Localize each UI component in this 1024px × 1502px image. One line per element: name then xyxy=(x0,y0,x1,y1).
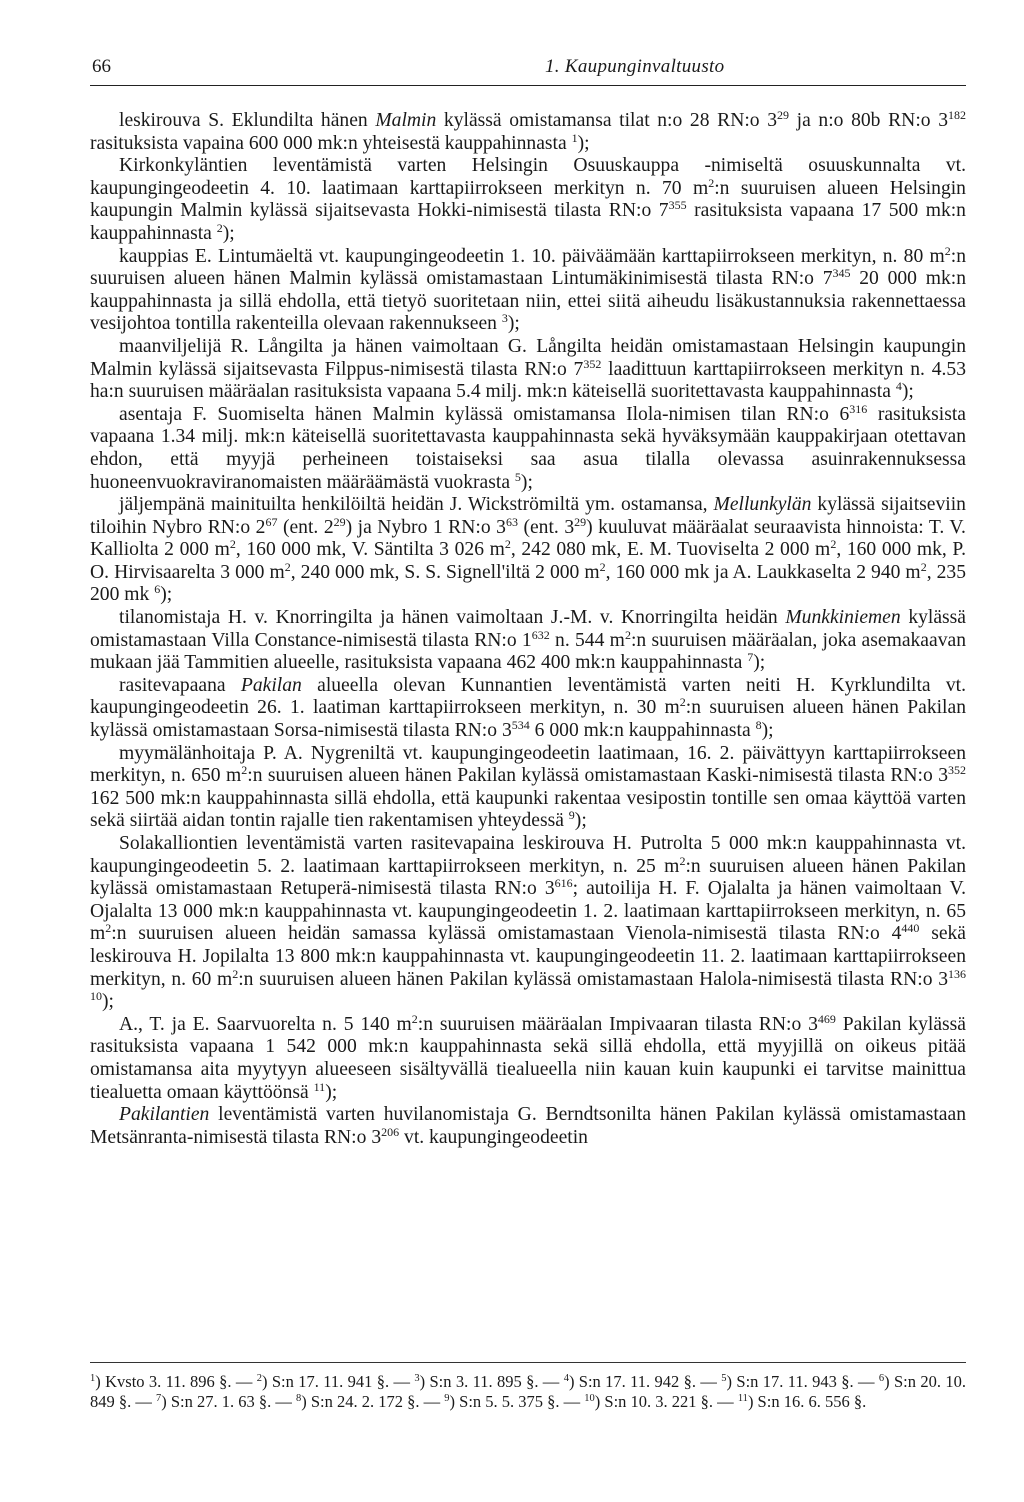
paragraph: A., T. ja E. Saarvuorelta n. 5 140 $m^2:n$ suuruisen määräalan Impivaaran tilasta RN:o $3^{469}$ Pakilan kylässä rasituksista vapaana 1 542 000 mk:n kauppahinnasta sekä sillä ehdolla, että myyjillä on oikeus pitää omistamansa aita myytyyn alueeseen sisältyvällä tiealueella niin kauan kuin kaupunki ei tarvitse mainittua tiealuetta omaan käyttöönsä $^{11}$); xyxy=(90,1011,966,1103)
paragraph: Pakilantien leventämistä varten huvilanomistaja G. Berndtsonilta hänen Pakilan kylässä omistamastaan Metsänranta-nimisestä tilasta RN:o $3^{206}$ vt. kaupungingeodeetin xyxy=(90,1104,966,1148)
paragraph: Kirkonkyläntien leventämistä varten Helsingin Osuuskauppa -nimiseltä osuuskunnalta vt. kaupungingeodeetin 4. 10. laatimaan karttapiirrokseen merkityn n. 70 $m^2:n$ suuruisen alueen Helsingin kaupungin Malmin kylässä sijaitsevasta Hokki-nimisestä tilasta RN:o $7^{355}$ rasituksista vapaana 17 500 mk:n kauppahinnasta $^2$); xyxy=(90,155,966,244)
paragraph: asentaja F. Suomiselta hänen Malmin kylässä omistamansa Ilola-nimisen tilan RN:o $6^{316}$ rasituksista vapaana 1.34 milj. mk:n käteisellä suoritettavasta kauppahinnasta sekä hyväksymään kauppakirjaan otettavan ehdon, että myyjä perheineen toistaiseksi saa asua tilalla olevassa asuinrakennuksessa huoneenvuokraviranomaisten määräämästä vuokrasta $^5$); xyxy=(90,401,966,493)
page-number: 66 xyxy=(92,56,111,77)
footnote-rule xyxy=(90,1362,966,1363)
paragraph: tilanomistaja H. v. Knorringilta ja hänen vaimoltaan J.-M. v. Knorringilta heidän Munkkiniemen kylässä omistamastaan Villa Constance-nimisestä tilasta RN:o $1^{632}$ n. 544 $m^2:n$ suuruisen määräalan, joka asemakaavan mukaan jää Tammitien alueelle, rasituksista vapaana 462 400 mk:n kauppahinnasta $^7$); xyxy=(90,607,966,674)
running-title: 1. Kaupunginvaltuusto xyxy=(545,56,725,77)
paragraph: leskirouva S. Eklundilta hänen Malmin kylässä omistamansa tilat n:o 28 RN:o $3^{29}$ ja n:o 80b RN:o $3^{182}$ rasituksista vapaina 600 000 mk:n yhteisestä kauppahinnasta $^1$); xyxy=(90,108,966,154)
body-text xyxy=(90,110,966,1149)
paragraph: myymälänhoitaja P. A. Nygreniltä vt. kaupungingeodeetin laatimaan, 16. 2. päivättyyn karttapiirrokseen merkityn, n. 650 $m^2:n$ suuruisen alueen hänen Pakilan kylässä omistamastaan Kaski-nimisestä tilasta RN:o $3^{352}$ 162 500 mk:n kauppahinnasta sillä ehdolla, että kaupunki rakentaa vesipostin tontille sen omaa käyttöä varten sekä siirtää aidan tontin rajalle tien rakentamisen yhteydessä $^9$); xyxy=(90,742,967,832)
paragraph: jäljempänä mainituilta henkilöiltä heidän J. Wickströmiltä ym. ostamansa, Mellunkylän kylässä sijaitseviin tiloihin Nybro RN:o $2^{67}$ (ent. $2^{29}$) ja Nybro 1 RN:o $3^{63}$ (ent. $3^{29}$) kuuluvat määräalat seuraavista hinnoista: T. V. Kalliolta 2 000 $m^2$, 160 000 mk, V. Säntilta 3 026 $m^2$, 242 080 mk, E. M. Tuoviselta 2 000 $m^2$, 160 000 mk, P. O. Hirvisaarelta 3 000 $m^2$, 240 000 mk, S. S. Signell'iltä 2 000 $m^2$, 160 000 mk ja A. Laukkaselta 2 940 $m^2$, 235 200 mk $^6$); xyxy=(90,494,967,606)
paragraph: kauppias E. Lintumäeltä vt. kaupungingeodeetin 1. 10. päiväämään karttapiirrokseen merkityn, n. 80 $m^2:n$ suuruisen alueen hänen Malmin kylässä omistamastaan Lintumäkinimisestä tilasta RN:o $7^{345}$ 20 000 mk:n kauppahinnasta ja sillä ehdolla, että tietyö suoritetaan niin, ettei siitä aiheudu lisäkustannuksia rakennettaessa vesijohtoa tontilla rakenteilla olevaan rakennukseen $^3$); xyxy=(90,243,966,335)
paragraph: maanviljelijä R. Långilta ja hänen vaimoltaan G. Långilta heidän omistamastaan Helsingin kaupungin Malmin kylässä sijaitsevasta Filppus-nimisestä tilasta RN:o $7^{352}$ laadittuun karttapiirrokseen merkityn n. 4.53 ha:n suuruisen määräalan rasituksista vapaana 5.4 milj. mk:n käteisellä suoritettavasta kauppahinnasta $^4$); xyxy=(90,335,966,403)
footnotes: $^1$) Kvsto 3. 11. 896 §. — $^2$) S:n 17. 11. 941 §. — $^3$) S:n 3. 11. 895 §. — $^4$) S:n 17. 11. 942 §. — $^5$) S:n 17. 11. 943 §. — $^6$) S:n 20. 10. 849 §. — $^7$) S:n 27. 1. 63 §. — $^8$) S:n 24. 2. 172 §. — $^9$) S:n 5. 5. 375 §. — $^{10}$) S:n 10. 3. 221 §. — $^{11}$) S:n 16. 6. 556 §. xyxy=(90,1372,966,1411)
paragraph: Solakalliontien leventämistä varten rasitevapaina leskirouva H. Putrolta 5 000 mk:n kauppahinnasta vt. kaupungingeodeetin 5. 2. laatimaan karttapiirrokseen merkityn, n. 25 $m^2:n$ suuruisen alueen hänen Pakilan kylässä omistamastaan Retuperä-nimisestä tilasta RN:o $3^{616}$; autoilija H. F. Ojalalta ja hänen vaimoltaan V. Ojalalta 13 000 mk:n kauppahinnasta vt. kaupungingeodeetin 1. 2. laatimaan karttapiirrokseen merkityn, n. 65 $m^2:n$ suuruisen alueen heidän samassa kylässä omistamastaan Vienola-nimisestä tilasta RN:o $4^{440}$ sekä leskirouva H. Jopilalta 13 800 mk:n kauppahinnasta vt. kaupungingeodeetin 11. 2. laatimaan karttapiirrokseen merkityn, n. 60 $m^2:n$ suuruisen alueen hänen Pakilan kylässä omistamastaan Halola-nimisestä tilasta RN:o $3^{136}$ $^{10}$); xyxy=(90,833,967,1013)
paragraph: rasitevapaana Pakilan alueella olevan Kunnantien leventämistä varten neiti H. Kyrklundilta vt. kaupungingeodeetin 26. 1. laatiman karttapiirrokseen merkityn, n. 30 $m^2:n$ suuruisen alueen hänen Pakilan kylässä omistamastaan Sorsa-nimisestä tilasta RN:o $3^{534}$ 6 000 mk:n kauppahinnasta $^8$); xyxy=(90,674,966,742)
header-rule xyxy=(90,85,966,86)
